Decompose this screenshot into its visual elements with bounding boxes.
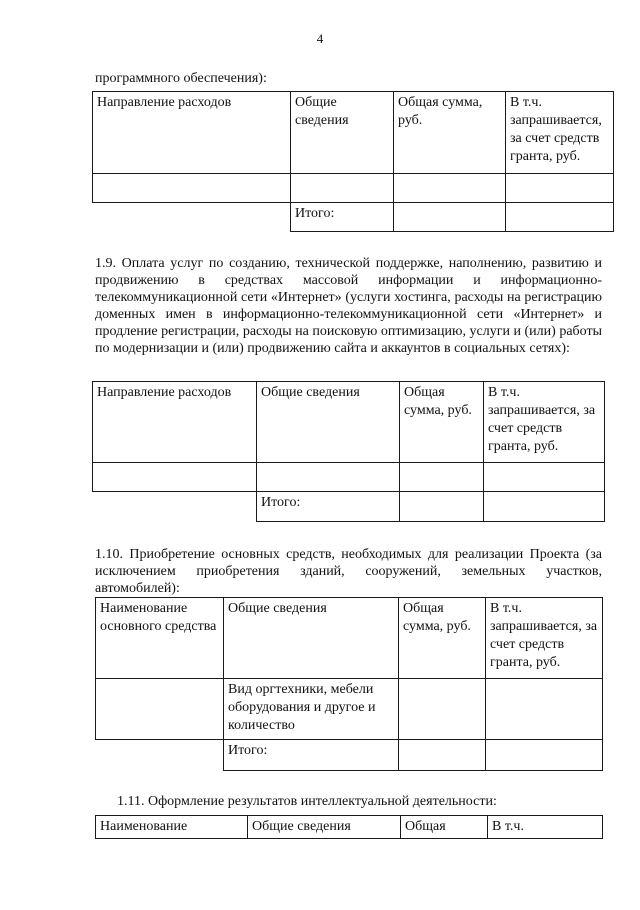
header-total-sum: Общая сумма, руб. (399, 598, 486, 679)
header-expense-direction: Направление расходов (93, 382, 257, 463)
table-cell[interactable] (484, 492, 605, 522)
fixed-assets-table (95, 597, 603, 771)
section-1-11-text: 1.11. Оформление результатов интеллектуальной деятельности: (117, 794, 497, 809)
table-cell[interactable] (506, 174, 614, 203)
header-general-info: Общие сведения (224, 598, 399, 679)
table-cell[interactable] (96, 679, 224, 740)
table-cell[interactable] (394, 174, 506, 203)
section-1-10-text: 1.10. Приобретение основных средств, необходимых для реализации Проекта (за исключением приобретения зданий, сооружений, земельных участков, автомобилей): (95, 547, 602, 596)
blank-cell (96, 740, 224, 771)
table-cell[interactable] (506, 203, 614, 232)
total-label: Итого: (257, 492, 400, 522)
header-general-info: Общие сведения (291, 92, 394, 174)
table-cell[interactable] (400, 463, 484, 492)
header-grant-requested: В т.ч. запрашивается, за счет средств гранта, руб. (484, 382, 605, 463)
total-label: Итого: (291, 203, 394, 232)
table-cell[interactable] (291, 174, 394, 203)
header-total-sum: Общая сумма, руб. (394, 92, 506, 174)
asset-info-cell: Вид оргтехники, мебели оборудования и другое и количество (224, 679, 399, 740)
table-cell[interactable] (257, 463, 400, 492)
header-expense-direction: Направление расходов (93, 92, 291, 174)
header-total-sum: Общая сумма, руб. (400, 382, 484, 463)
header-total-sum: Общая (401, 816, 488, 839)
table-cell[interactable] (93, 174, 291, 203)
expenses-table-software (92, 91, 614, 232)
header-general-info: Общие сведения (257, 382, 400, 463)
table-cell[interactable] (399, 679, 486, 740)
header-grant-requested: В т.ч. (488, 816, 603, 839)
expenses-table-internet (92, 381, 605, 522)
table-cell[interactable] (394, 203, 506, 232)
header-grant-requested: В т.ч. запрашивается, за счет средств гранта, руб. (506, 92, 614, 174)
section-1-9-text: 1.9. Оплата услуг по созданию, технической поддержке, наполнению, развитию и продвижению в средствах массовой информации и информационно-телекоммуникационной сети «Интернет» (услуги хостинга, расходы на регистрацию доменных имен в информационно-телекоммуникационной сети «Интернет» и продление регистрации, расходы на поисковую оптимизацию, услуги и (или) работы по модернизации и (или) продвижению сайта и аккаунтов в социальных сетях): (95, 256, 602, 356)
page-number: 4 (316, 31, 324, 46)
ip-results-table (95, 815, 603, 839)
total-label: Итого: (224, 740, 399, 771)
header-asset-name: Наименование основного средства (96, 598, 224, 679)
header-general-info: Общие сведения (248, 816, 401, 839)
table-cell[interactable] (93, 463, 257, 492)
table-cell[interactable] (484, 463, 605, 492)
table-cell[interactable] (400, 492, 484, 522)
table-cell[interactable] (399, 740, 486, 771)
blank-cell (93, 203, 291, 232)
header-grant-requested: В т.ч. запрашивается, за счет средств гранта, руб. (486, 598, 603, 679)
header-name: Наименование (96, 816, 248, 839)
intro-text: программного обеспечения): (95, 71, 267, 86)
table-cell[interactable] (486, 679, 603, 740)
blank-cell (93, 492, 257, 522)
table-cell[interactable] (486, 740, 603, 771)
